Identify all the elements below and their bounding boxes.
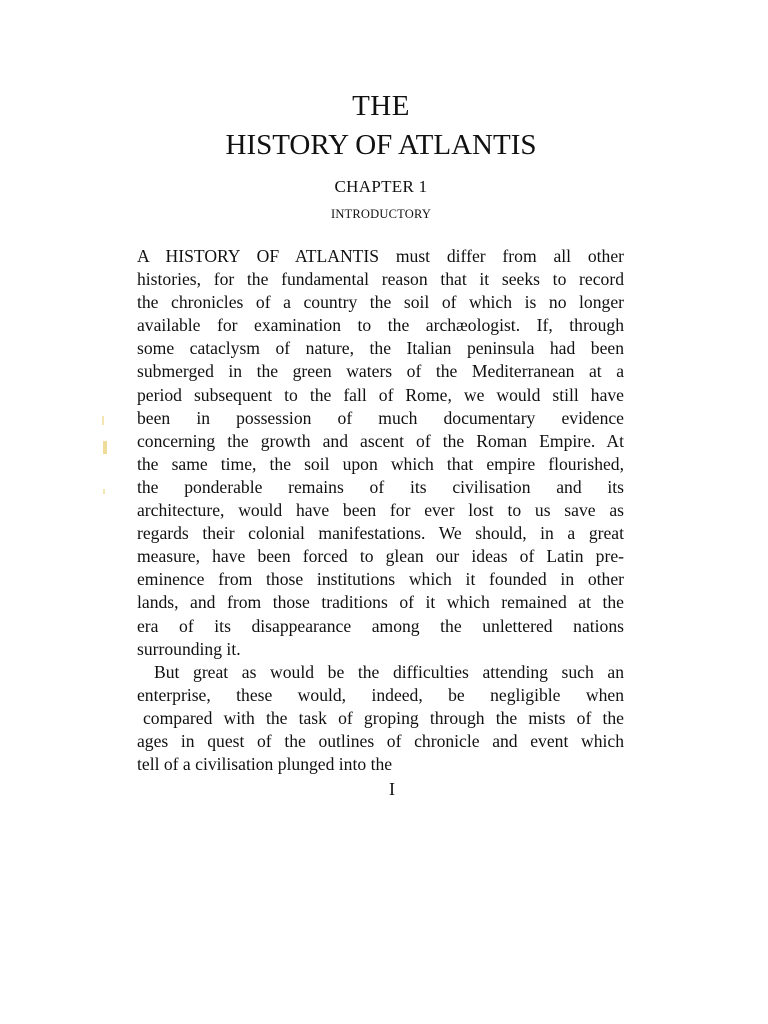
text-line: ages in quest of the outlines of chronicle and event which (137, 730, 624, 751)
text-line: surrounding it. (137, 638, 241, 659)
scan-speck (103, 441, 107, 454)
text-line: submerged in the green waters of the Mediterranean at a (137, 361, 624, 382)
book-title: HISTORY OF ATLANTIS (225, 129, 537, 161)
text-line: eminence from those institutions which it founded in other (137, 569, 624, 590)
scan-speck (102, 416, 104, 425)
text-line: enterprise, these would, indeed, be negligible when (137, 684, 624, 705)
text-line: been in possession of much documentary evidence (137, 407, 624, 428)
text-line: available for examination to the archæologist. If, through (137, 315, 624, 336)
text-line: some cataclysm of nature, the Italian peninsula had been (137, 338, 624, 359)
text-line: histories, for the fundamental reason that it seeks to record (137, 269, 624, 290)
title-the: THE (352, 90, 410, 122)
text-line: the same time, the soil upon which that empire flourished, (137, 453, 624, 474)
text-line: concerning the growth and ascent of the Roman Empire. At (137, 430, 624, 451)
body-text (137, 245, 624, 776)
text-line: period subsequent to the fall of Rome, we would still have (137, 384, 624, 405)
chapter-subtitle: INTRODUCTORY (330, 207, 432, 221)
text-line: regards their colonial manifestations. We should, in a great (137, 523, 624, 544)
text-line: But great as would be the difficulties attending such an (154, 661, 624, 682)
chapter-heading: CHAPTER 1 (334, 177, 428, 196)
text-line: the chronicles of a country the soil of which is no longer (137, 292, 624, 313)
text-line: tell of a civilisation plunged into the (137, 754, 393, 775)
text-line: the ponderable remains of its civilisation and its (137, 476, 624, 497)
text-line: measure, have been forced to glean our ideas of Latin pre- (137, 546, 624, 567)
page-number: I (389, 779, 395, 799)
text-line: A HISTORY OF ATLANTIS must differ from all other (137, 246, 624, 266)
text-line: architecture, would have been for ever lost to us save as (137, 500, 624, 521)
scan-speck (103, 489, 105, 494)
text-line: era of its disappearance among the unlettered nations (137, 615, 624, 636)
text-line: compared with the task of groping through the mists of the (143, 707, 624, 728)
text-line: lands, and from those traditions of it which remained at the (137, 592, 624, 613)
